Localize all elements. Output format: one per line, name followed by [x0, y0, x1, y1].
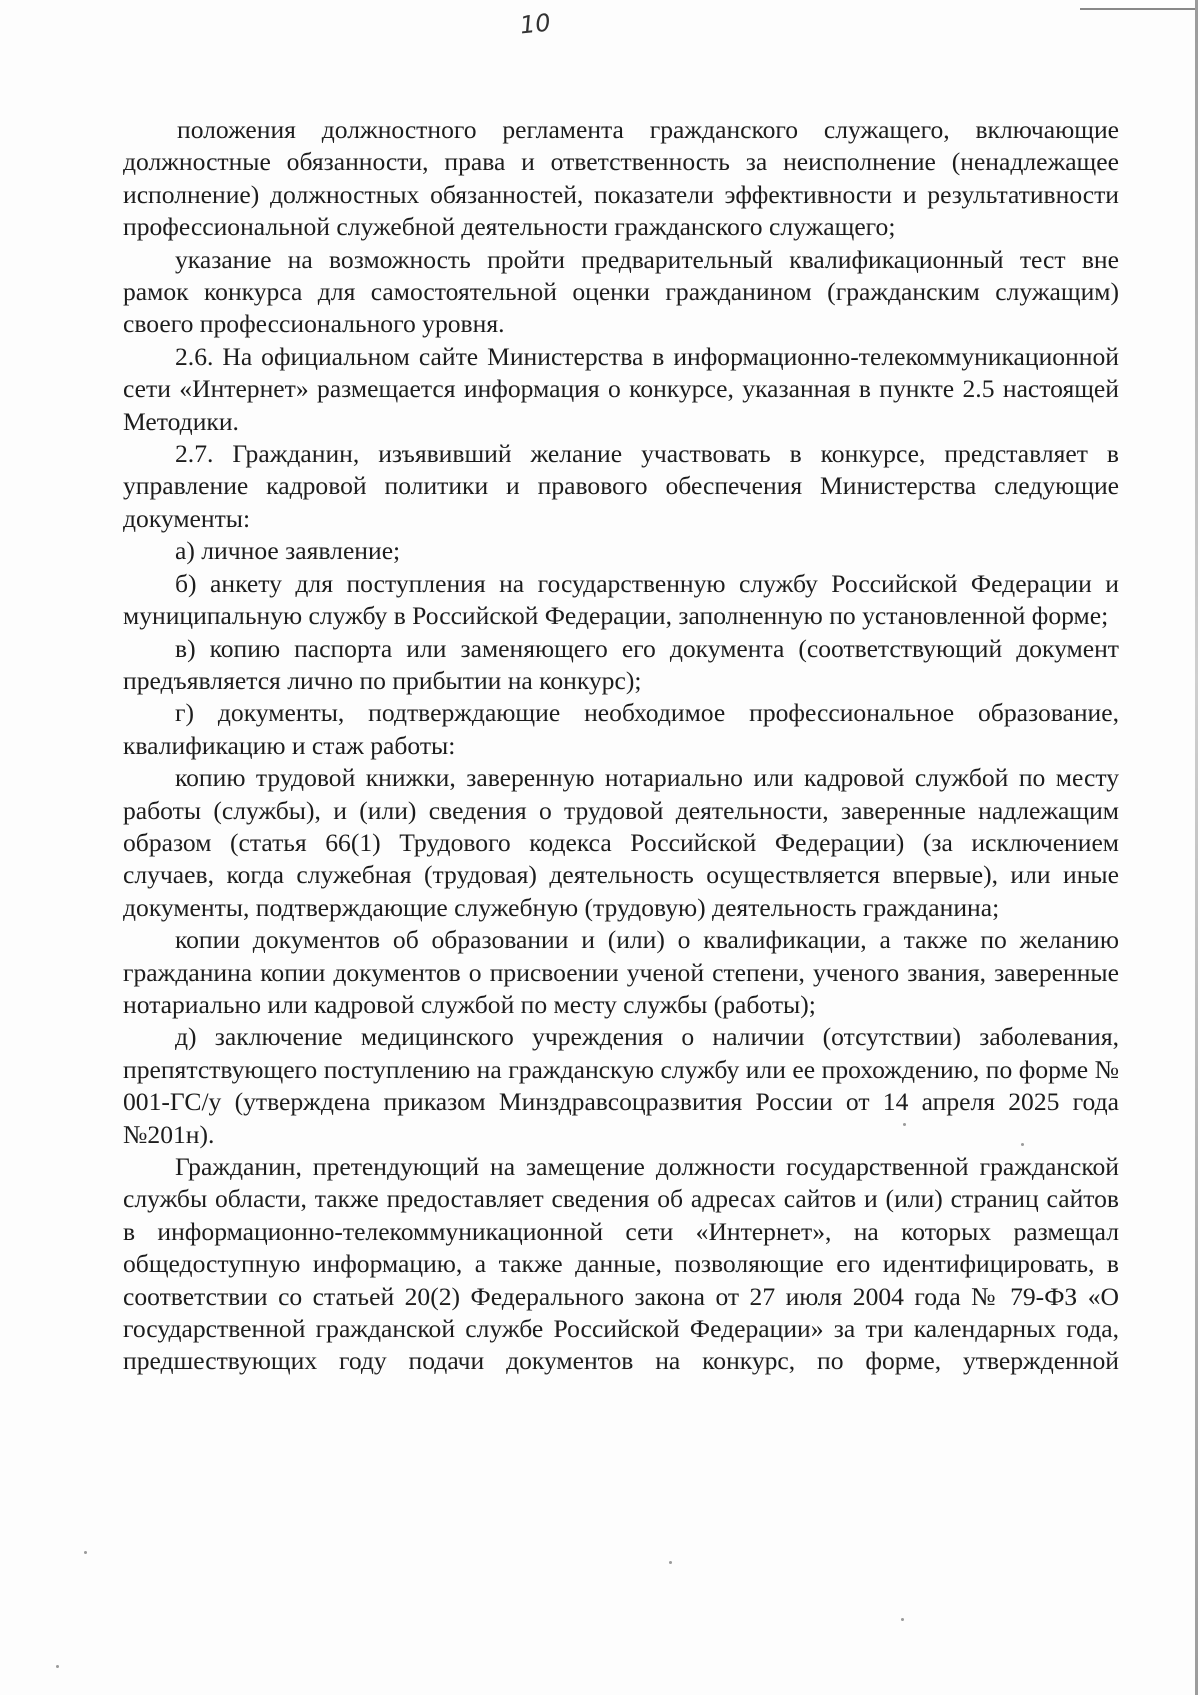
scan-speck	[84, 1551, 87, 1554]
scan-speck	[56, 1665, 59, 1668]
list-item-b: б) анкету для поступления на государственную службу Российской Федерации и муниципальную службу в Российской Федерации, заполненную по установленной форме;	[123, 568, 1119, 631]
list-item-v: в) копию паспорта или заменяющего его документа (соответствующий документ предъявляется лично по прибытии на конкурс);	[123, 633, 1119, 695]
page-number: 10	[518, 8, 552, 40]
paragraph-qualification-test: указание на возможность пройти предварительный квалификационный тест вне рамок конкурса для самостоятельной оценки гражданином (гражданским служащим) своего профессионального уровня.	[123, 244, 1119, 339]
paragraph-work-book: копию трудовой книжки, заверенную нотариально или кадровой службой по месту работы (службы), и (или) сведения о трудовой деятельности, заверенные надлежащим образом (статья 66(1) Трудового кодекса Российской Федерации) (за исключением случаев, когда служебная (трудовая) деятельность осуществляется впервые), или иные документы, подтверждающие служебную (трудовую) деятельность гражданина;	[123, 763, 1119, 922]
document-text	[123, 114, 1119, 1378]
scan-speck	[669, 1561, 672, 1564]
scan-speck	[901, 1618, 904, 1621]
paragraph-internet-info: Гражданин, претендующий на замещение должности государственной гражданской службы области, также предоставляет сведения об адресах сайтов и (или) страниц сайтов в информационно-телекоммуникационной сети «Интернет», на которых размещал общедоступную информацию, а также данные, позволяющие его идентифицировать, в соответствии со статьей 20(2) Федерального закона от 27 июля 2004 года № 79-ФЗ «О государственной гражданской службе Российской Федерации» за три календарных года, предшествующих году подачи документов на конкурс, по форме, утвержденной	[123, 1152, 1119, 1376]
scan-speck	[1021, 1143, 1024, 1146]
scan-edge-right	[1195, 0, 1198, 1695]
paragraph-2-7: 2.7. Гражданин, изъявивший желание участвовать в конкурсе, представляет в управление кадровой политики и правового обеспечения Министерства следующие документы:	[123, 439, 1119, 533]
list-item-d: д) заключение медицинского учреждения о наличии (отсутствии) заболевания, препятствующего поступлению на гражданскую службу или ее прохождению, по форме № 001-ГС/у (утверждена приказом Минздравсоцразвития России от 14 апреля 2025 года №201н).	[123, 1022, 1119, 1149]
list-item-g: г) документы, подтверждающие необходимое профессиональное образование, квалификацию и стаж работы:	[123, 698, 1119, 760]
paragraph-2-6: 2.6. На официальном сайте Министерства в информационно-телекоммуникационной сети «Интернет» размещается информация о конкурсе, указанная в пункте 2.5 настоящей Методики.	[123, 341, 1119, 436]
paragraph-education-documents: копии документов об образовании и (или) о квалификации, а также по желанию гражданина копии документов о присвоении ученой степени, ученого звания, заверенные нотариально или кадровой службой по месту службы (работы);	[123, 925, 1119, 1019]
scan-edge-top	[1080, 8, 1198, 10]
scan-speck	[903, 1123, 906, 1126]
list-item-a: а) личное заявление;	[175, 536, 401, 566]
paragraph-regulation-provisions: положения должностного регламента гражданского служащего, включающие должностные обязанности, права и ответственность за неисполнение (ненадлежащее исполнение) должностных обязанностей, показатели эффективности и результативности профессиональной служебной деятельности гражданского служащего;	[123, 115, 1119, 242]
